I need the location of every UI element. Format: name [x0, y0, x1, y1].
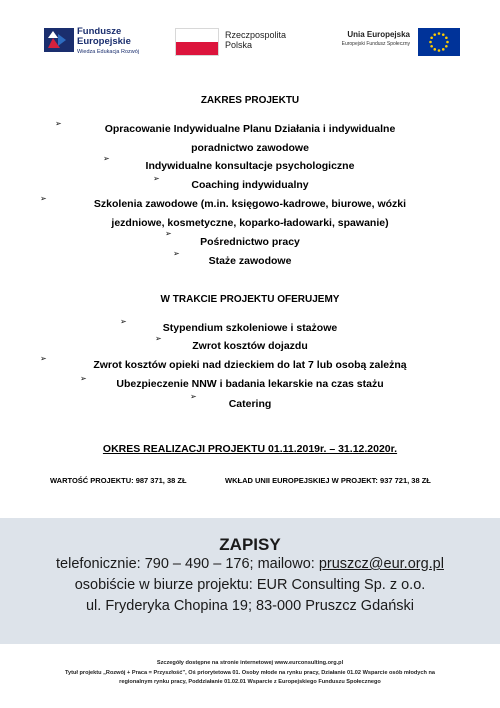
eu-star-icon: [442, 48, 445, 51]
eu-star-icon: [430, 45, 433, 48]
bullet-arrow-icon: ➢: [80, 374, 87, 383]
bullet-arrow-icon: ➢: [153, 174, 160, 183]
offer-item: Catering: [228, 398, 272, 410]
bullet-arrow-icon: ➢: [55, 119, 62, 128]
eu-star-icon: [430, 36, 433, 39]
eu-star-icon: [433, 48, 436, 51]
fe-logo-subtitle: Wiedza Edukacja Rozwój: [77, 49, 140, 55]
logo-header: [0, 0, 500, 70]
eu-star-icon: [433, 33, 436, 36]
eu-star-icon: [445, 36, 448, 39]
bullet-arrow-icon: ➢: [103, 154, 110, 163]
scope-item: Staże zawodowe: [208, 255, 292, 267]
eu-star-icon: [429, 41, 432, 44]
eu-contribution: WKŁAD UNII EUROPEJSKIEJ W PROJEKT: 937 721, 38 ZŁ: [225, 476, 431, 485]
project-period: OKRES REALIZACJI PROJEKTU 01.11.2019r. – 31.12.2020r.: [102, 443, 398, 455]
rp-logo-line1: Rzeczpospolita: [225, 30, 287, 40]
rzeczpospolita-polska-logo: [175, 28, 305, 58]
bullet-arrow-icon: ➢: [190, 392, 197, 401]
fe-logo-title: [77, 27, 131, 47]
scope-item: Indywidualne konsultacje psychologiczne: [145, 160, 355, 172]
eu-star-icon: [445, 45, 448, 48]
polish-flag-icon: [175, 28, 219, 56]
scope-heading: ZAKRES PROJEKTU: [200, 95, 300, 106]
fe-star-mark-icon: [44, 28, 74, 52]
scope-item: Szkolenia zawodowe (m.in. księgowo-kadrowe, biurowe, wózki: [93, 198, 407, 210]
scope-item: Pośrednictwo pracy: [200, 236, 300, 248]
fundusze-europejskie-logo: [44, 26, 164, 60]
offer-item: Ubezpieczenie NNW i badania lekarskie na czas stażu: [116, 378, 384, 390]
offer-item: Zwrot kosztów opieki nad dzieckiem do lat 7 lub osobą zależną: [93, 359, 407, 371]
scope-item: Coaching indywidualny: [191, 179, 309, 191]
bullet-arrow-icon: ➢: [40, 354, 47, 363]
eu-star-icon: [438, 49, 441, 52]
unia-europejska-logo: [322, 28, 462, 58]
scope-item: poradnictwo zawodowe: [191, 142, 309, 154]
footer-website: Szczegóły dostępne na stronie internetowej www.eurconsulting.org.pl: [156, 660, 344, 666]
project-value: WARTOŚĆ PROJEKTU: 987 371, 38 ZŁ: [50, 476, 187, 485]
eu-star-icon: [438, 32, 441, 35]
bullet-arrow-icon: ➢: [173, 249, 180, 258]
fe-logo-line2: Europejskie: [77, 36, 131, 47]
footer-measure: regionalnym rynku pracy, Poddziałanie 01.02.01 Wsparcie z Europejskiego Funduszu Społecznego: [119, 679, 381, 685]
signup-box: [0, 518, 500, 644]
signup-phone: telefonicznie: 790 – 490 – 176; mailowo:: [56, 556, 319, 572]
ue-logo-text: [322, 30, 410, 48]
bullet-arrow-icon: ➢: [40, 194, 47, 203]
fe-logo-line1: Fundusze: [77, 26, 122, 37]
offer-item: Stypendium szkoleniowe i stażowe: [162, 322, 338, 334]
signup-address: ul. Fryderyka Chopina 19; 83-000 Pruszcz Gdański: [85, 598, 415, 614]
offer-item: Zwrot kosztów dojazdu: [192, 340, 308, 352]
offer-heading: W TRAKCIE PROJEKTU OFERUJEMY: [160, 294, 340, 305]
footer-project-title: Tytuł projektu „Rozwój + Praca = Przyszłość”, Oś priorytetowa 01. Osoby młode na rynku pracy, Działanie 01.02 Wsparcie osób młodych na: [64, 670, 436, 676]
signup-office: osobiście w biurze projektu: EUR Consulting Sp. z o.o.: [74, 577, 426, 593]
scope-item: Opracowanie Indywidualne Planu Działania i indywidualne: [104, 123, 396, 135]
eu-flag-icon: [418, 28, 460, 56]
eu-star-icon: [446, 41, 449, 44]
ue-logo-subtitle: Europejski Fundusz Społeczny: [341, 41, 410, 47]
scope-item: jezdniowe, kosmetyczne, koparko-ładowarki, spawanie): [111, 217, 389, 229]
bullet-arrow-icon: ➢: [165, 229, 172, 238]
eu-star-icon: [442, 33, 445, 36]
signup-contact: [0, 556, 500, 572]
rp-logo-line2: Polska: [225, 40, 253, 50]
bullet-arrow-icon: ➢: [120, 317, 127, 326]
ue-logo-title: Unia Europejska: [347, 30, 410, 39]
signup-title: ZAPISY: [219, 535, 281, 554]
signup-email-link[interactable]: pruszcz@eur.org.pl: [318, 556, 444, 572]
bullet-arrow-icon: ➢: [155, 334, 162, 343]
rp-logo-text: [225, 30, 286, 50]
